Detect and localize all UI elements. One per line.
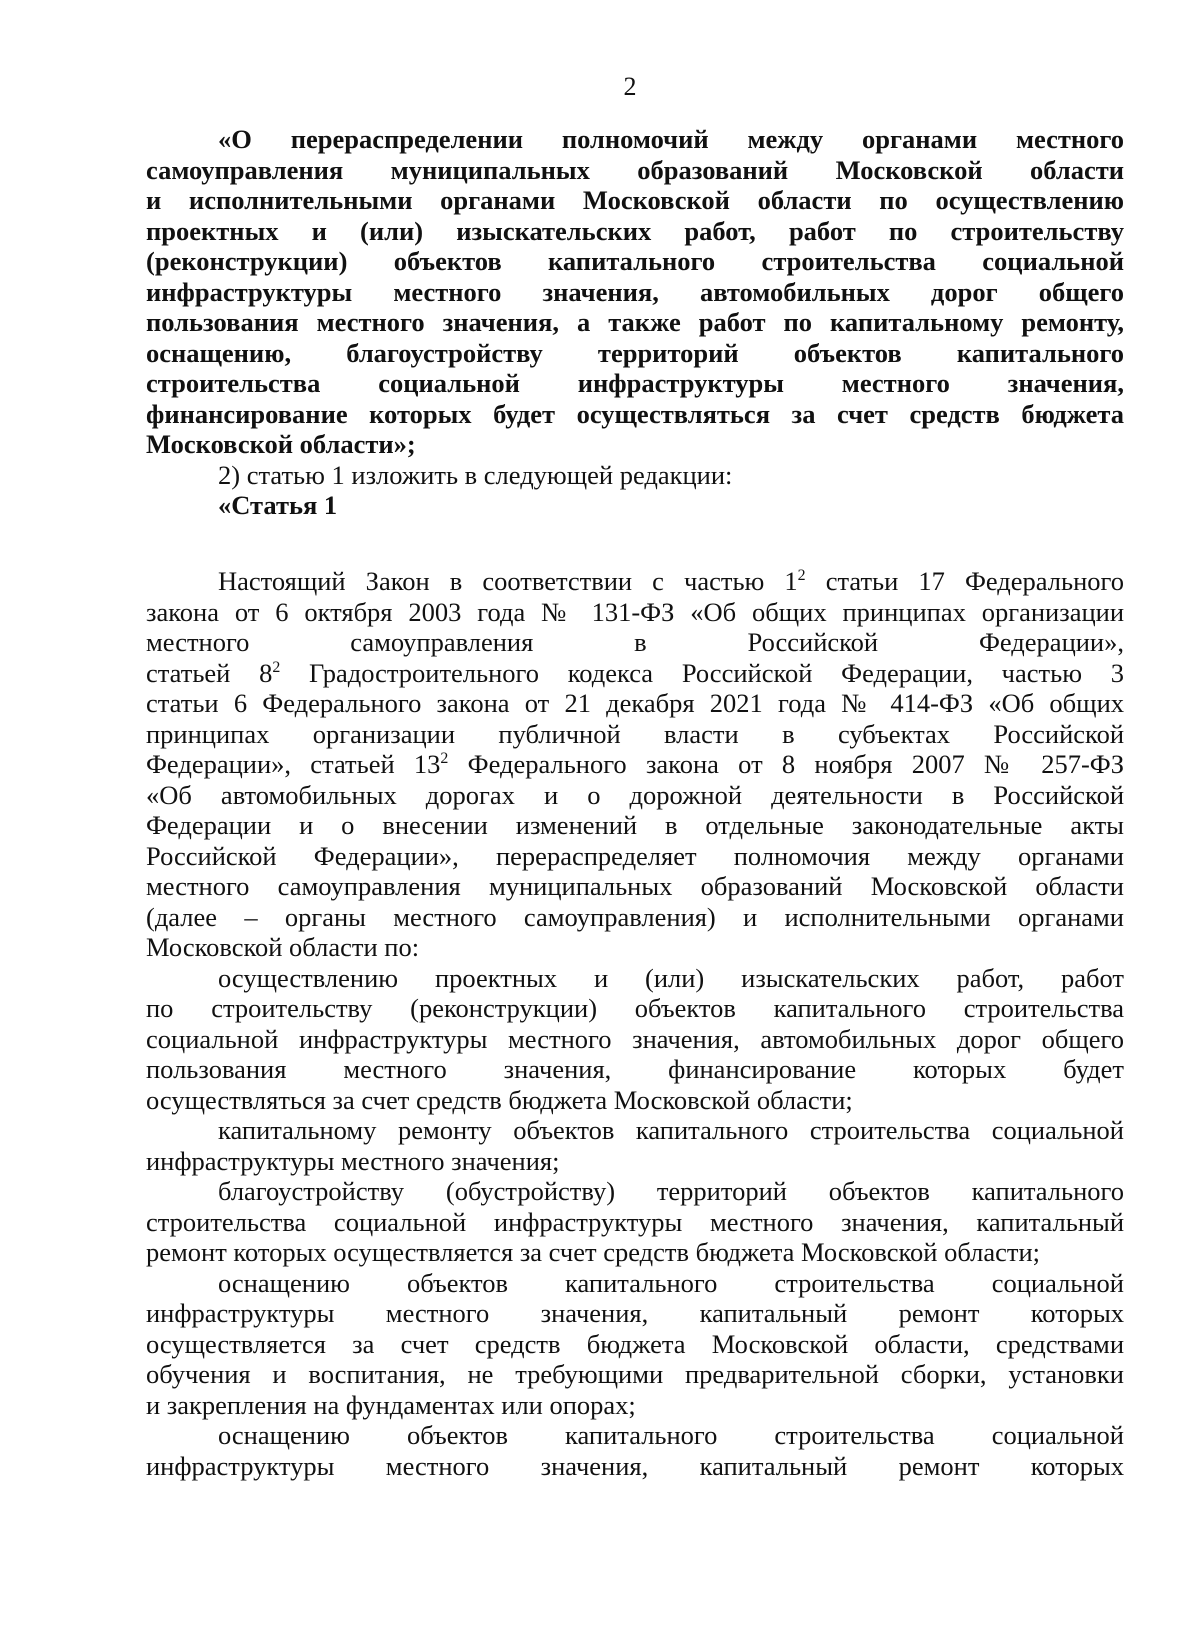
body-line: местного самоуправления в Российской Федерации»,	[146, 627, 1124, 657]
title-line: инфраструктуры местного значения, автомобильных дорог общего	[146, 276, 1124, 307]
article-heading: «Статья 1	[218, 490, 338, 520]
title-line: и исполнительными органами Московской области по осуществлению	[146, 185, 1124, 215]
title-line: строительства социальной инфраструктуры местного значения,	[146, 368, 1124, 398]
law-title-block	[146, 124, 1124, 521]
list-item-line: пользования местного значения, финансирование которых будет	[146, 1054, 1124, 1084]
list-item-line: оснащению объектов капитального строительства социальной	[218, 1420, 1124, 1450]
list-item-line: ремонт которых осуществляется за счет средств бюджета Московской области;	[146, 1237, 1041, 1267]
body-line: Федерации», статьей $13^2$ Федерального закона от 8 ноября 2007 № 257-ФЗ	[146, 749, 1124, 779]
body-line: (далее – органы местного самоуправления) и исполнительными органами	[146, 901, 1124, 932]
title-line: оснащению, благоустройству территорий объектов капитального	[146, 337, 1124, 368]
body-line: местного самоуправления муниципальных образований Московской области	[146, 871, 1124, 901]
body-line: Настоящий Закон в соответствии с частью $1^2$ статьи 17 Федерального	[218, 566, 1124, 596]
body-line: статьей $8^2$ Градостроительного кодекса Российской Федерации, частью 3	[146, 657, 1124, 688]
body-line: Федерации и о внесении изменений в отдельные законодательные акты	[146, 810, 1124, 840]
body-line: Московской области по:	[146, 932, 420, 962]
list-item-line: капитальному ремонту объектов капитального строительства социальной	[218, 1115, 1124, 1145]
body-line: статьи 6 Федерального закона от 21 декабря 2021 года № 414-ФЗ «Об общих	[146, 688, 1124, 718]
body-line: закона от 6 октября 2003 года № 131-ФЗ «Об общих принципах организации	[146, 596, 1124, 627]
amendment-item-2: 2) статью 1 изложить в следующей редакции:	[218, 459, 733, 490]
list-item-line: инфраструктуры местного значения, капитальный ремонт которых	[146, 1298, 1124, 1328]
title-line: самоуправления муниципальных образований Московской области	[146, 154, 1124, 185]
list-item-line: осуществляться за счет средств бюджета Московской области;	[146, 1084, 853, 1115]
page-number: 2	[623, 72, 637, 101]
title-line: пользования местного значения, а также работ по капитальному ремонту,	[146, 307, 1124, 337]
list-item-line: строительства социальной инфраструктуры местного значения, капитальный	[146, 1206, 1124, 1237]
title-line: финансирование которых будет осуществляться за счет средств бюджета	[146, 398, 1124, 429]
title-line: проектных и (или) изыскательских работ, работ по строительству	[146, 215, 1124, 246]
title-line: Московской области»;	[146, 429, 416, 459]
body-line: Российской Федерации», перераспределяет полномочия между органами	[146, 840, 1124, 871]
list-item-line: инфраструктуры местного значения, капитальный ремонт которых	[146, 1450, 1124, 1481]
list-item-line: благоустройству (обустройству) территорий объектов капитального	[218, 1176, 1124, 1206]
body-line: «Об автомобильных дорогах и о дорожной деятельности в Российской	[146, 779, 1124, 810]
list-item-line: обучения и воспитания, не требующими предварительной сборки, установки	[146, 1359, 1124, 1389]
title-line: (реконструкции) объектов капитального строительства социальной	[146, 246, 1124, 276]
title-line: «О перераспределении полномочий между органами местного	[218, 124, 1124, 154]
list-item-line: по строительству (реконструкции) объектов капитального строительства	[146, 993, 1124, 1023]
list-item-line: социальной инфраструктуры местного значения, автомобильных дорог общего	[146, 1023, 1124, 1054]
list-item-line: осуществлению проектных и (или) изыскательских работ, работ	[218, 962, 1124, 993]
list-item-line: и закрепления на фундаментах или опорах;	[146, 1389, 636, 1420]
list-item-line: осуществляется за счет средств бюджета Московской области, средствами	[146, 1328, 1124, 1359]
list-item-line: оснащению объектов капитального строительства социальной	[218, 1267, 1124, 1298]
list-item-line: инфраструктуры местного значения;	[146, 1145, 560, 1176]
article-body	[146, 566, 1124, 1481]
body-line: принципах организации публичной власти в субъектах Российской	[146, 718, 1124, 749]
